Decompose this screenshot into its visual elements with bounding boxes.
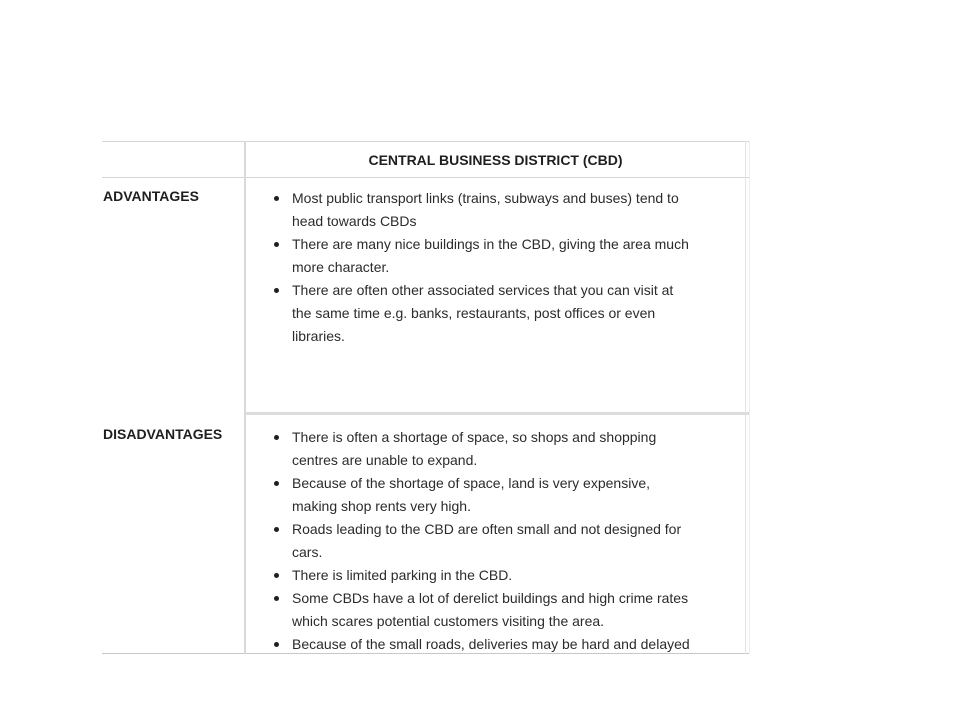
list-item-line: There are many nice buildings in the CBD, giving the area much <box>292 236 689 252</box>
list-item <box>272 587 742 633</box>
list-item <box>272 472 742 518</box>
list-item-line: There is limited parking in the CBD. <box>292 567 513 583</box>
list-item-line: the same time e.g. banks, restaurants, post offices or even <box>292 305 656 321</box>
list-item-line: which scares potential customers visiting the area. <box>292 613 605 629</box>
list-item-line: Roads leading to the CBD are often small and not designed for <box>292 521 682 537</box>
row-label-advantages: ADVANTAGES <box>103 188 199 204</box>
table-border-right <box>745 141 746 654</box>
list-item-line: cars. <box>292 544 323 560</box>
bullet-icon <box>274 527 279 532</box>
list-item <box>272 279 742 348</box>
column-divider <box>244 141 246 654</box>
bullet-icon <box>274 481 279 486</box>
list-item-line: Because of the small roads, deliveries may be hard and delayed <box>292 636 690 652</box>
list-item-line: libraries. <box>292 328 345 344</box>
list-item-line: head towards CBDs <box>292 213 417 229</box>
bullet-icon <box>274 288 279 293</box>
list-item-line: making shop rents very high. <box>292 498 471 514</box>
table-border-right-outer <box>749 141 750 654</box>
bullet-icon <box>274 596 279 601</box>
disadvantages-list <box>272 426 742 656</box>
list-item-line: There is often a shortage of space, so shops and shopping <box>292 429 657 445</box>
list-item <box>272 426 742 472</box>
bullet-icon <box>274 642 279 647</box>
list-item-line: centres are unable to expand. <box>292 452 478 468</box>
list-item <box>272 633 742 656</box>
row-divider <box>244 412 750 415</box>
list-item-line: Most public transport links (trains, subways and buses) tend to <box>292 190 679 206</box>
list-item <box>272 564 742 587</box>
list-item-line: There are often other associated services that you can visit at <box>292 282 674 298</box>
advantages-list <box>272 187 742 348</box>
list-item <box>272 187 742 233</box>
row-label-disadvantages: DISADVANTAGES <box>103 426 223 442</box>
list-item-line: more character. <box>292 259 390 275</box>
bullet-icon <box>274 573 279 578</box>
bullet-icon <box>274 242 279 247</box>
header-divider <box>102 177 750 178</box>
list-item-line: Because of the shortage of space, land is very expensive, <box>292 475 650 491</box>
table-header-title: CENTRAL BUSINESS DISTRICT (CBD) <box>368 152 623 168</box>
list-item <box>272 233 742 279</box>
bullet-icon <box>274 435 279 440</box>
list-item-line: Some CBDs have a lot of derelict buildings and high crime rates <box>292 590 689 606</box>
cbd-table <box>102 141 750 655</box>
list-item <box>272 518 742 564</box>
bullet-icon <box>274 196 279 201</box>
